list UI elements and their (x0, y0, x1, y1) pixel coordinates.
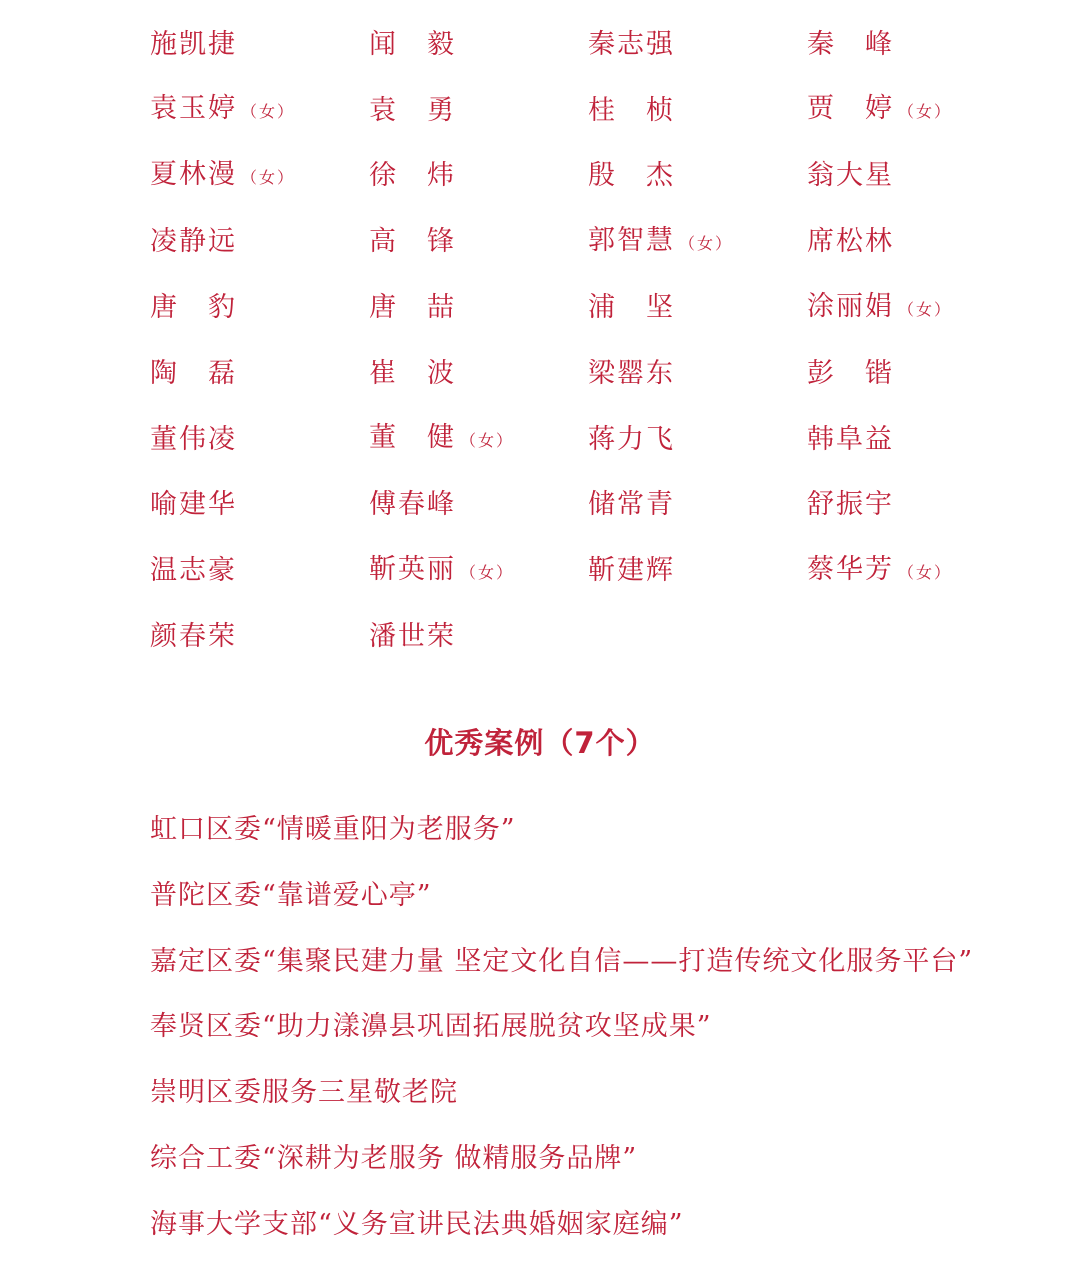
honoree-name: 徐 炜 (369, 160, 456, 192)
honoree-name: 韩阜益 (807, 423, 894, 455)
honoree-name: 蔡华芳 (807, 553, 894, 585)
honoree-name: 贾 婷 (807, 93, 894, 125)
honoree-name: 陶 磊 (150, 357, 237, 389)
honoree-name: 闻 毅 (369, 28, 456, 60)
name-row (150, 275, 1030, 341)
honoree-name: 凌静远 (150, 226, 237, 258)
honoree-name-cell (807, 287, 1026, 330)
honoree-name-cell (807, 156, 1026, 196)
honoree-name-cell (807, 485, 1026, 525)
honoree-name: 涂丽娟 (807, 290, 894, 322)
honoree-name: 施凯捷 (150, 28, 237, 60)
name-row (150, 407, 1030, 473)
honoree-name: 夏林漫 (150, 158, 237, 190)
honoree-name: 秦志强 (588, 28, 675, 60)
honoree-name-cell (150, 25, 369, 65)
excellent-cases-list (150, 808, 1050, 1269)
honoree-name-cell (588, 485, 807, 525)
name-row (150, 12, 1030, 78)
honoree-name-cell (807, 420, 1026, 460)
name-row (150, 604, 1030, 670)
honoree-name-cell (369, 418, 588, 461)
honoree-name-cell (807, 222, 1026, 262)
honoree-name-cell (150, 222, 369, 262)
honoree-name: 潘世荣 (369, 621, 456, 653)
honoree-name-cell (369, 550, 588, 593)
honoree-name-cell (588, 221, 807, 264)
section-title-excellent-cases: 优秀案例（7个） (424, 726, 656, 760)
honoree-name: 殷 杰 (588, 160, 675, 192)
case-item: 虹口区委“情暖重阳为老服务” (150, 814, 516, 845)
honoree-name: 席松林 (807, 226, 894, 258)
name-row (150, 209, 1030, 275)
gender-note: （女） (460, 431, 515, 451)
honoree-name-cell (588, 156, 807, 196)
honoree-name-cell (150, 617, 369, 657)
honoree-name-cell (807, 550, 1026, 593)
honoree-name: 秦 峰 (807, 28, 894, 60)
honoree-name-cell (150, 485, 369, 525)
gender-note: （女） (898, 562, 953, 582)
honoree-name: 靳英丽 (369, 553, 456, 585)
honoree-name: 高 锋 (369, 226, 456, 258)
honoree-name-grid (150, 12, 1030, 670)
honoree-name: 唐 豹 (150, 292, 237, 324)
honoree-name: 储常青 (588, 489, 675, 521)
honoree-name-cell (369, 354, 588, 394)
gender-note: （女） (460, 562, 515, 582)
honoree-name-cell (369, 288, 588, 328)
honoree-name: 袁 勇 (369, 94, 456, 126)
honoree-name: 郭智慧 (588, 224, 675, 256)
honoree-name: 傅春峰 (369, 489, 456, 521)
gender-note: （女） (898, 299, 953, 319)
case-item: 普陀区委“靠谱爱心亭” (150, 879, 432, 911)
honoree-name: 唐 喆 (369, 292, 456, 324)
case-item: 奉贤区委“助力漾濞县巩固拓展脱贫攻坚成果” (150, 1011, 712, 1043)
honoree-name-cell (369, 485, 588, 525)
honoree-name-cell (807, 354, 1026, 394)
honoree-name-cell (150, 89, 369, 132)
honoree-name-cell (588, 354, 807, 394)
gender-note: （女） (241, 102, 296, 122)
honoree-name: 颜春荣 (150, 621, 237, 653)
honoree-name: 蒋力飞 (588, 423, 675, 455)
honoree-name: 温志豪 (150, 555, 237, 587)
honoree-name-cell (150, 354, 369, 394)
name-row (150, 538, 1030, 604)
honoree-name-cell (369, 156, 588, 196)
honoree-name-cell (588, 91, 807, 131)
honoree-name-cell (150, 420, 369, 460)
honoree-name-cell (369, 617, 588, 657)
honoree-name-cell (588, 551, 807, 591)
case-item: 崇明区委服务三星敬老院 (150, 1077, 458, 1109)
honoree-name: 董 健 (369, 422, 456, 454)
gender-note: （女） (679, 233, 734, 253)
honoree-name: 崔 波 (369, 357, 456, 389)
honoree-name: 袁玉婷 (150, 93, 237, 125)
honoree-name-cell (150, 155, 369, 198)
honoree-name: 靳建辉 (588, 555, 675, 587)
case-item: 海事大学支部“义务宣讲民法典婚姻家庭编” (150, 1208, 684, 1240)
name-row (150, 473, 1030, 539)
honoree-name: 翁大星 (807, 160, 894, 192)
honoree-name-cell (369, 222, 588, 262)
honoree-name-cell (369, 25, 588, 65)
case-item: 综合工委“深耕为老服务 做精服务品牌” (150, 1142, 638, 1174)
gender-note: （女） (898, 102, 953, 122)
name-row (150, 341, 1030, 407)
honoree-name-cell (807, 89, 1026, 132)
honoree-name: 梁罂东 (588, 357, 675, 389)
honoree-name: 浦 坚 (588, 292, 675, 324)
honoree-name-cell (588, 288, 807, 328)
honoree-name-cell (150, 551, 369, 591)
honoree-name-cell (588, 420, 807, 460)
honoree-name: 喻建华 (150, 489, 237, 521)
honoree-name: 董伟凌 (150, 423, 237, 455)
name-row (150, 78, 1030, 144)
honoree-name-cell (588, 25, 807, 65)
gender-note: （女） (241, 167, 296, 187)
name-row (150, 144, 1030, 210)
honoree-name-cell (807, 25, 1026, 65)
honoree-name: 彭 锴 (807, 357, 894, 389)
honoree-name-cell (369, 91, 588, 131)
honoree-name-cell (150, 288, 369, 328)
honoree-name: 舒振宇 (807, 489, 894, 521)
case-item: 嘉定区委“集聚民建力量 坚定文化自信——打造传统文化服务平台” (150, 945, 974, 977)
honoree-name: 桂 桢 (588, 94, 675, 126)
